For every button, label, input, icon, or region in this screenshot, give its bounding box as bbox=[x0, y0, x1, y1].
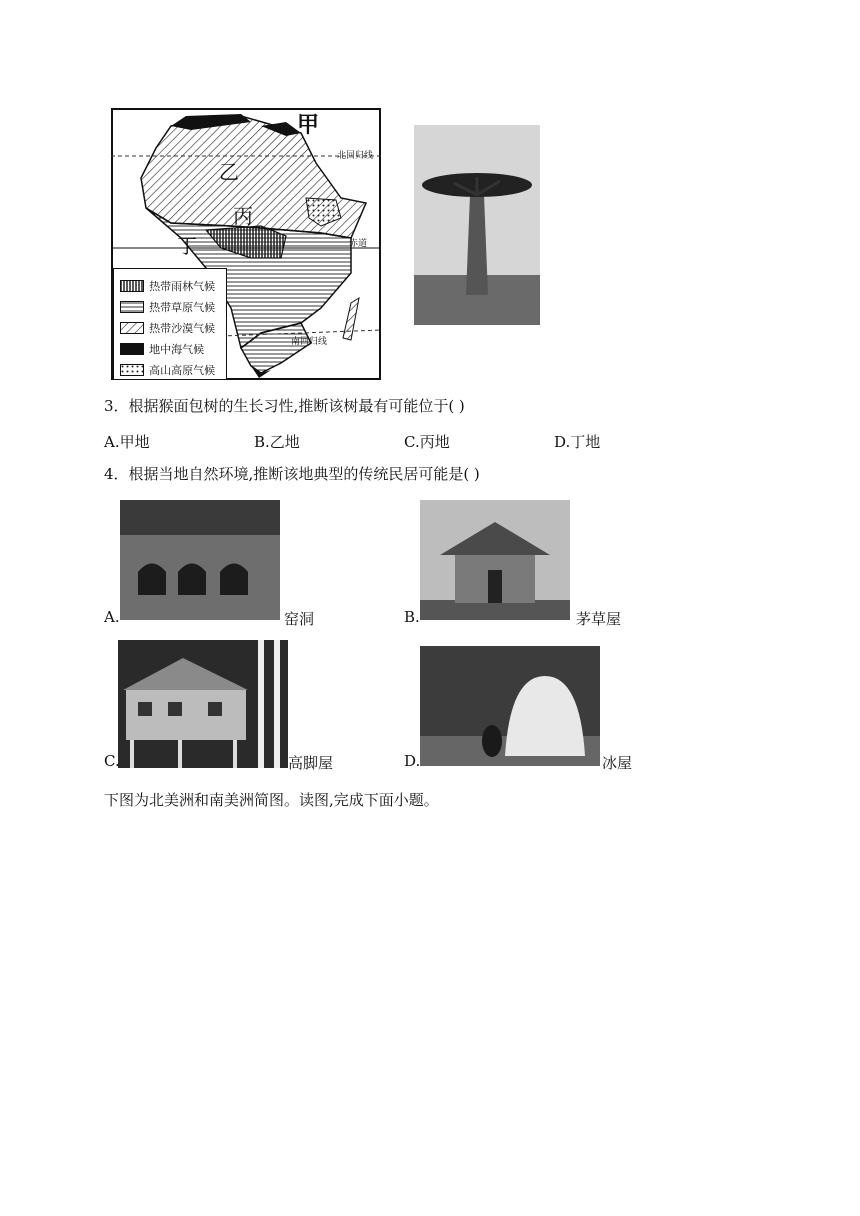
q4-option-c[interactable]: C. 高脚屋 bbox=[104, 640, 384, 772]
section-intro-text: 下图为北美洲和南美洲简图。读图,完成下面小题。 bbox=[104, 791, 439, 809]
map-label-jia: 甲 bbox=[297, 112, 320, 138]
q3-option-c[interactable]: C.丙地 bbox=[404, 433, 450, 451]
baobab-tree-photo bbox=[414, 125, 540, 325]
map-label-yi: 乙 bbox=[219, 160, 239, 184]
legend-item-desert: 热带沙漠气候 bbox=[120, 317, 215, 336]
caption-thatched-hut: 茅草屋 bbox=[576, 610, 622, 628]
caption-stilt-house: 高脚屋 bbox=[288, 754, 334, 772]
legend-item-savanna: 热带草原气候 bbox=[120, 296, 215, 315]
cave-dwelling-photo bbox=[120, 500, 280, 620]
legend-item-mediterranean: 地中海气候 bbox=[120, 338, 204, 357]
africa-climate-map bbox=[111, 108, 381, 380]
caption-igloo: 冰屋 bbox=[602, 754, 633, 772]
q4-option-b[interactable]: B. 茅草屋 bbox=[404, 500, 684, 628]
q4-option-d[interactable]: D. 冰屋 bbox=[404, 640, 684, 772]
igloo-photo bbox=[420, 646, 600, 766]
tropic-south-label: 南回归线 bbox=[291, 337, 328, 347]
question-4-text: 4．根据当地自然环境,推断该地典型的传统民居可能是( ) bbox=[104, 465, 480, 483]
map-legend bbox=[113, 268, 227, 380]
legend-item-rainforest: 热带雨林气候 bbox=[120, 275, 215, 294]
map-label-bing: 丙 bbox=[233, 204, 253, 228]
question-3-text: 3．根据猴面包树的生长习性,推断该树最有可能位于( ) bbox=[104, 397, 465, 415]
map-label-ding: 丁 bbox=[177, 234, 197, 258]
q3-option-a[interactable]: A.甲地 bbox=[104, 433, 150, 451]
stilt-house-photo bbox=[118, 640, 288, 768]
q3-option-b[interactable]: B.乙地 bbox=[254, 433, 300, 451]
q3-option-d[interactable]: D.丁地 bbox=[554, 433, 601, 451]
tropic-north-label: 北回归线 bbox=[337, 151, 374, 161]
legend-item-highland: 高山高原气候 bbox=[120, 359, 215, 378]
q4-option-a[interactable]: A. 窑洞 bbox=[104, 500, 384, 628]
caption-cave-dwelling: 窑洞 bbox=[284, 610, 315, 628]
equator-label: 赤道 bbox=[349, 239, 368, 249]
thatched-hut-photo bbox=[420, 500, 570, 620]
